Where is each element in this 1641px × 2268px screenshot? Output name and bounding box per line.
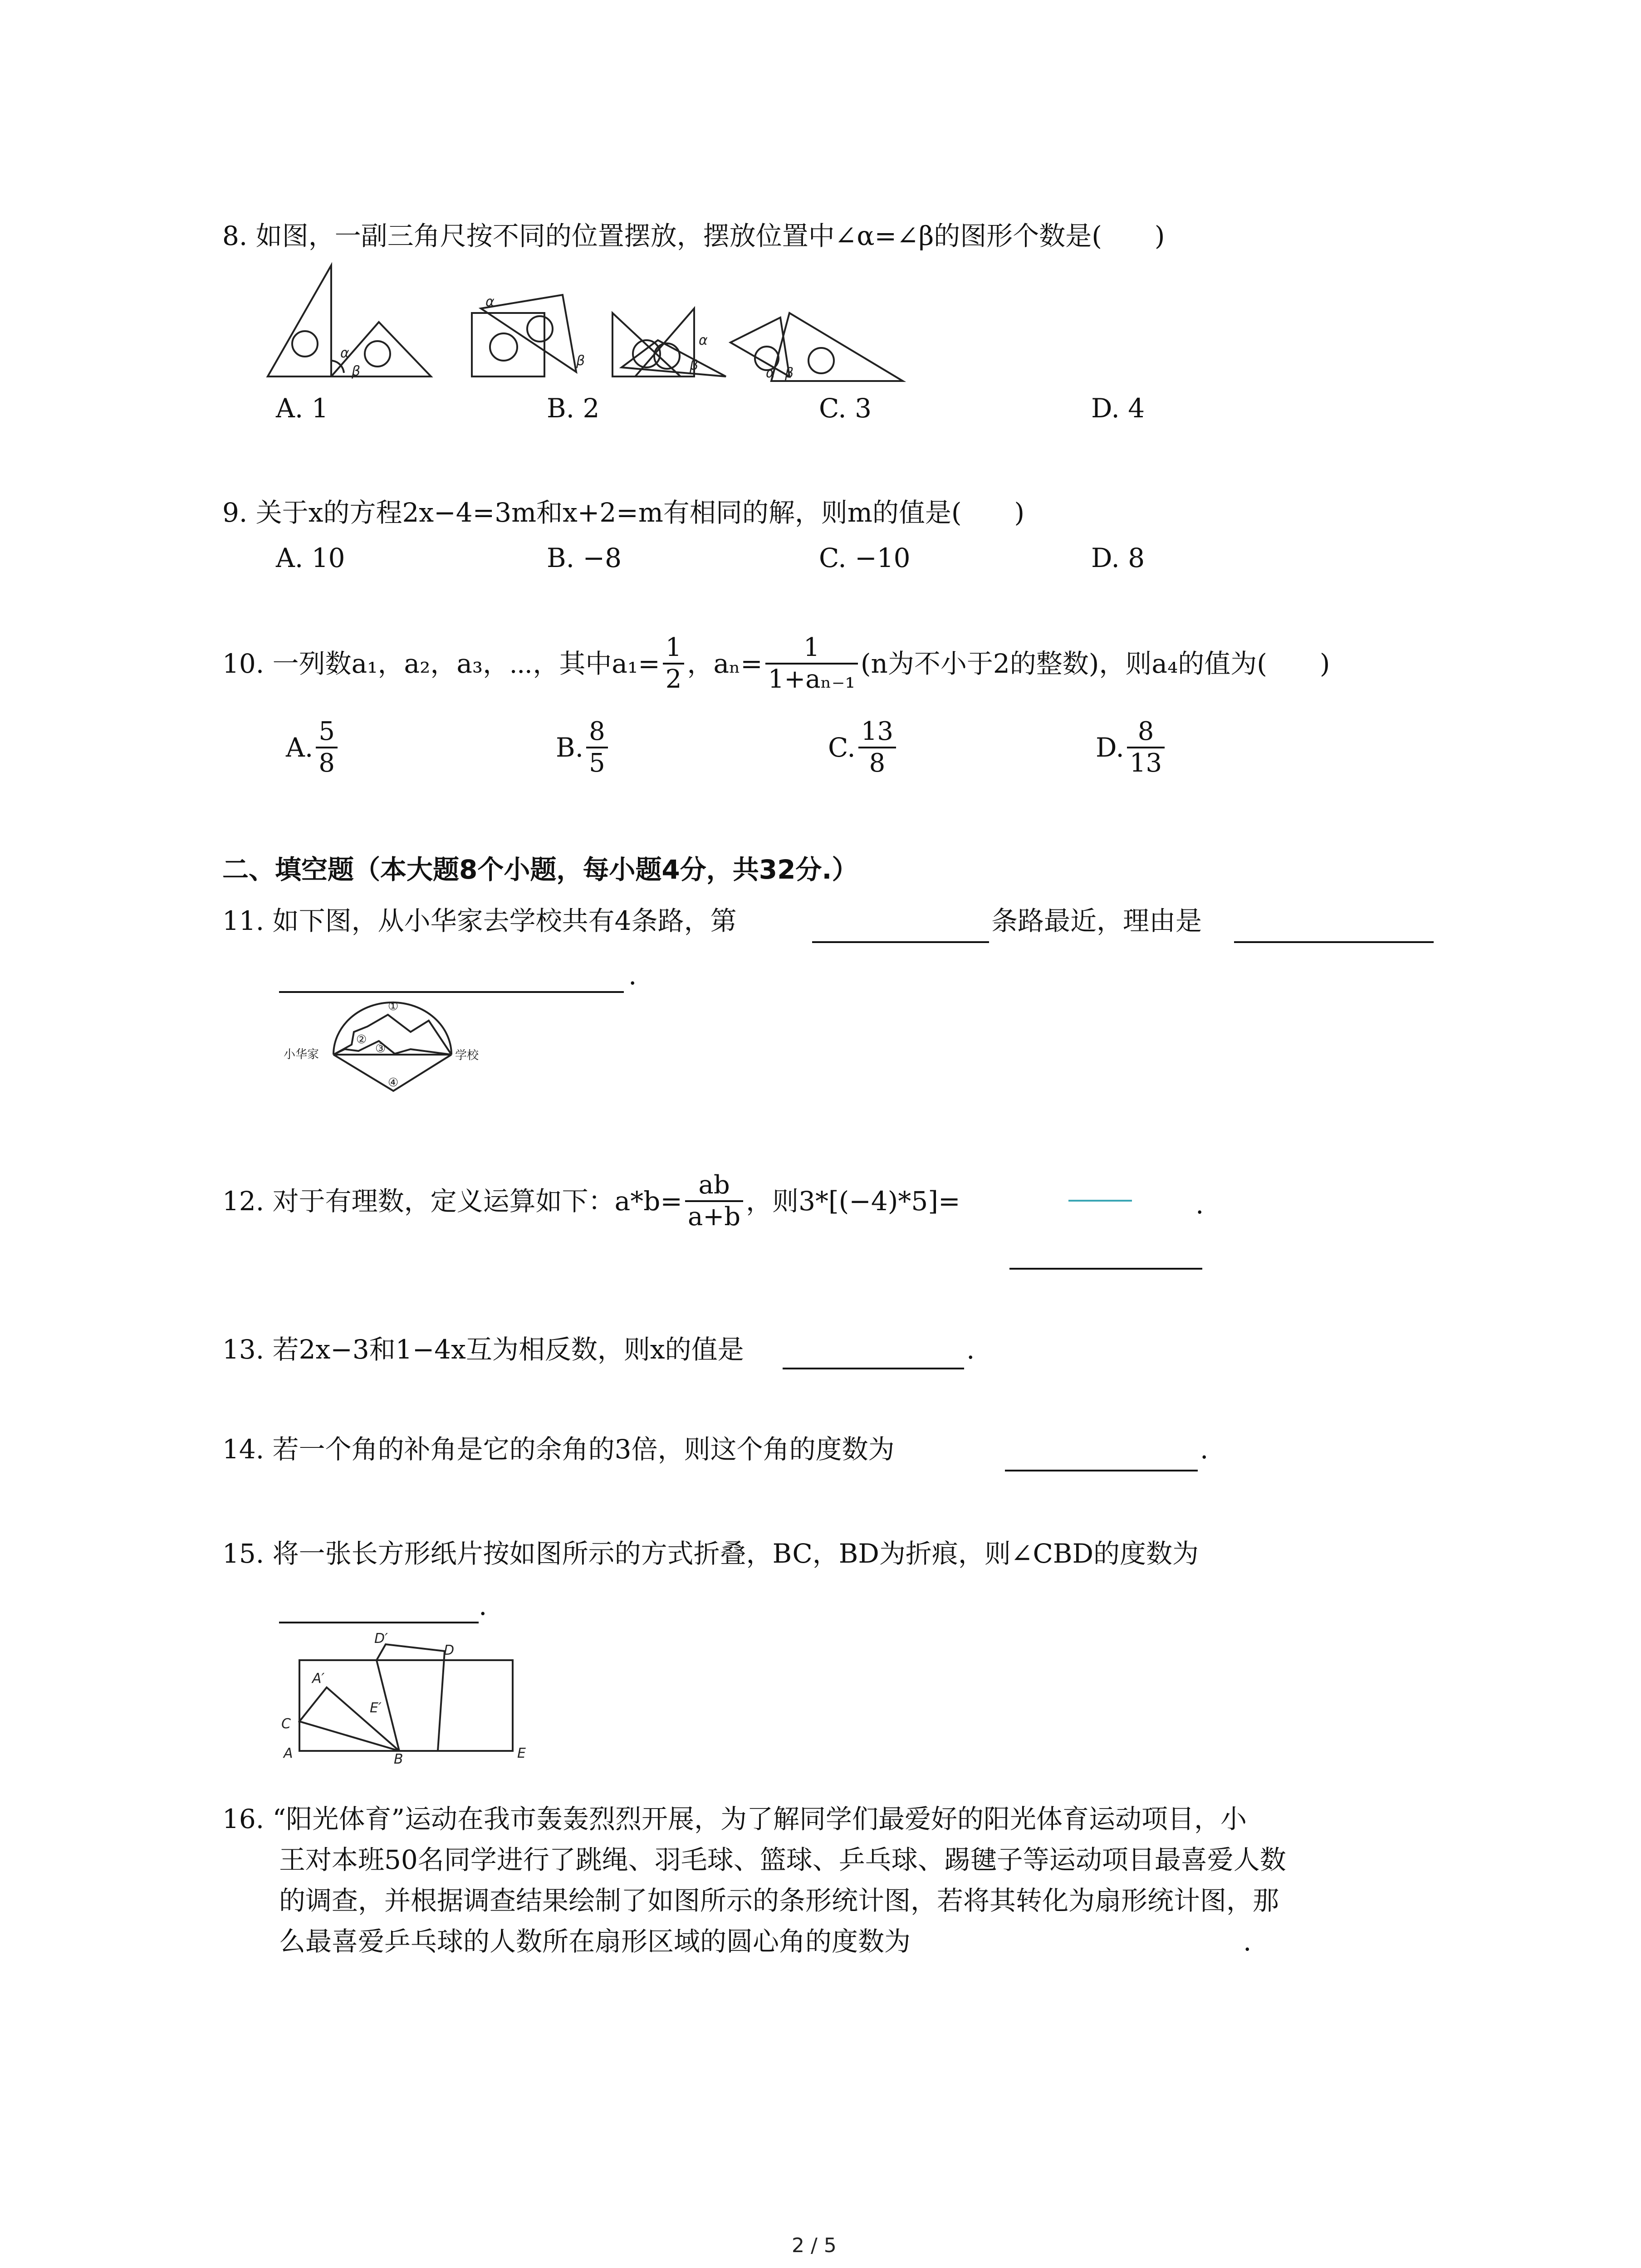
q8-beta-label-3: β: [690, 357, 699, 373]
q8-figure-3: [612, 308, 726, 376]
q10-option-c-den: 8: [869, 748, 886, 778]
q10-option-b-num: 8: [589, 717, 605, 746]
section-2-title: 二、填空题（本大题8个小题，每小题4分，共32分.）: [222, 854, 858, 885]
q12-hint-line: [1068, 1200, 1132, 1202]
q10-option-b: [556, 717, 611, 778]
q10-option-b-den: 5: [589, 748, 605, 778]
q8-alpha-label-3: α: [699, 332, 708, 348]
q11-part1: 11. 如下图，从小华家去学校共有4条路，第: [222, 905, 737, 936]
q8-beta-label-4: β: [785, 365, 794, 381]
q16-line-1: 16. “阳光体育”运动在我市轰轰烈烈开展，为了解同学们最爱好的阳光体育运动项目，小: [222, 1804, 1247, 1834]
q9-option-c: C. −10: [819, 543, 911, 573]
q8-option-d: D. 4: [1091, 393, 1145, 424]
q8-figure-1: [268, 265, 431, 376]
q8-alpha-label-4: α: [766, 365, 775, 381]
q12-suffix: ，则3*[(−4)*5]=: [746, 1186, 960, 1217]
q10-prefix: 10. 一列数a₁，a₂，a₃，⋯，其中a₁=: [222, 648, 660, 679]
q16-answer-space[interactable]: [1023, 1923, 1223, 1960]
q10-option-a-den: 8: [318, 748, 335, 778]
q15-end: .: [479, 1590, 487, 1621]
q9-option-d: D. 8: [1091, 543, 1145, 573]
q11-end: .: [628, 960, 637, 991]
q10-option-d: [1096, 717, 1167, 778]
q10-mid: ，aₙ=: [687, 648, 763, 679]
q12-stem: [222, 1170, 960, 1232]
q12-f-den: a+b: [687, 1202, 741, 1232]
q9-option-b: B. −8: [547, 543, 622, 573]
q11-route-3-label: ③: [375, 1042, 386, 1056]
q12-f-num: ab: [698, 1170, 730, 1200]
q13-stem: 13. 若2x−3和1−4x互为相反数，则x的值是: [222, 1334, 744, 1365]
q10-suffix: (n为不小于2的整数)，则a₄的值为( ): [860, 648, 1330, 679]
q16-line-4: 么最喜爱乒乓球的人数所在扇形区域的圆心角的度数为: [279, 1926, 911, 1957]
q14-answer-blank[interactable]: [1005, 1470, 1198, 1471]
q8-figures: [263, 259, 916, 386]
q8-option-b: B. 2: [547, 393, 600, 424]
page-number: 2 / 5: [792, 2234, 837, 2257]
q10-option-a-num: 5: [318, 717, 335, 746]
q10-f1-num: 1: [665, 633, 682, 662]
q11-school-label: 学校: [455, 1049, 479, 1062]
q10-option-c-label: C.: [828, 732, 856, 763]
q15-label-e-prime: E′: [370, 1700, 382, 1716]
q10-stem: [222, 633, 1330, 694]
q11-home-label: 小华家: [284, 1048, 319, 1061]
q16-line-3: 的调查，并根据调查结果绘制了如图所示的条形统计图，若将其转化为扇形统计图，那: [279, 1885, 1279, 1916]
q10-option-c-num: 13: [861, 717, 894, 746]
q15-label-a: A: [284, 1745, 293, 1761]
q12-end: .: [1195, 1189, 1204, 1220]
q8-beta-label-1: β: [352, 363, 361, 379]
q15-label-e: E: [517, 1745, 526, 1761]
q10-option-a: [286, 717, 340, 778]
q15-fold-figure: [272, 1619, 526, 1765]
q10-option-d-num: 8: [1137, 717, 1154, 746]
q12-answer-blank[interactable]: [1009, 1268, 1202, 1270]
q8-beta-label-2: β: [576, 353, 585, 369]
q16-line-2: 王对本班50名同学进行了跳绳、羽毛球、篮球、乒乓球、踢毽子等运动项目最喜爱人数: [279, 1844, 1286, 1875]
q15-label-b: B: [394, 1751, 403, 1765]
q11-answer-blank-3[interactable]: [279, 991, 624, 993]
q10-fraction-an: [765, 633, 858, 694]
q10-option-c: [828, 717, 899, 778]
q8-alpha-label-2: α: [485, 294, 495, 310]
q15-label-d: D: [444, 1642, 455, 1658]
q10-option-b-label: B.: [556, 732, 584, 763]
q10-fraction-a1: [663, 633, 685, 694]
q11-answer-blank-2[interactable]: [1234, 941, 1434, 943]
q9-stem: 9. 关于x的方程2x−4=3m和x+2=m有相同的解，则m的值是( ): [222, 497, 1025, 528]
q10-f2-den: 1+aₙ₋₁: [768, 665, 855, 694]
q10-option-d-den: 13: [1129, 748, 1162, 778]
q12-fraction: [685, 1170, 743, 1232]
q11-route-2-label: ②: [356, 1033, 367, 1046]
q8-stem: 8. 如图，一副三角尺按不同的位置摆放，摆放位置中∠α=∠β的图形个数是( ): [222, 220, 1165, 251]
q13-answer-blank[interactable]: [783, 1368, 964, 1369]
q15-label-a-prime: A′: [312, 1671, 325, 1686]
q10-f1-den: 2: [665, 665, 682, 694]
q11-part2: 条路最近，理由是: [991, 905, 1202, 936]
q8-option-c: C. 3: [819, 393, 872, 424]
q13-end: .: [966, 1334, 975, 1365]
q12-prefix: 12. 对于有理数，定义运算如下：a*b=: [222, 1186, 682, 1217]
q10-option-a-label: A.: [286, 732, 314, 763]
q11-route-1-label: ①: [388, 1000, 399, 1013]
q11-answer-blank-1[interactable]: [812, 941, 989, 943]
q8-option-a: A. 1: [276, 393, 328, 424]
q10-option-d-label: D.: [1096, 732, 1124, 763]
q8-alpha-label-1: α: [340, 345, 349, 361]
q15-label-c: C: [281, 1716, 291, 1732]
q9-option-a: A. 10: [276, 543, 345, 573]
q14-end: .: [1200, 1434, 1209, 1465]
q11-route-map: [274, 996, 501, 1114]
q15-label-d-prime: D′: [374, 1631, 388, 1647]
q10-f2-num: 1: [803, 633, 820, 662]
q8-figure-4: [730, 313, 903, 381]
q14-stem: 14. 若一个角的补角是它的余角的3倍，则这个角的度数为: [222, 1434, 895, 1465]
q15-stem: 15. 将一张长方形纸片按如图所示的方式折叠，BC，BD为折痕，则∠CBD的度数为: [222, 1538, 1199, 1569]
q11-route-4-label: ④: [388, 1076, 399, 1090]
q11-route-2: [333, 1015, 451, 1055]
q16-end: .: [1243, 1926, 1252, 1957]
